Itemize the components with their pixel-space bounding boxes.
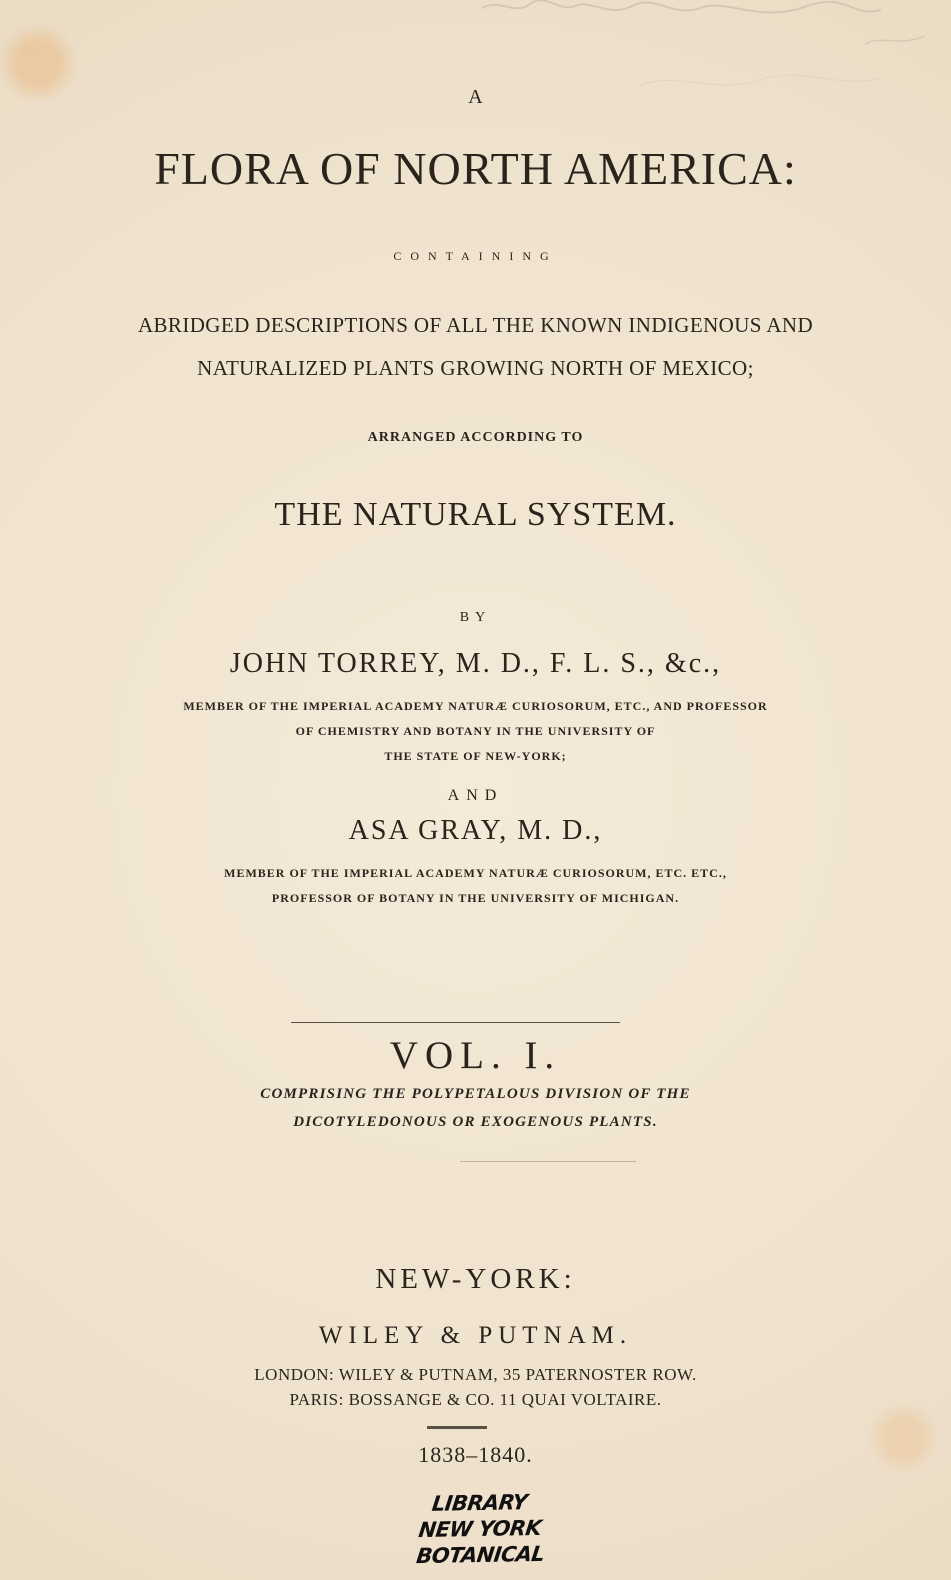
paris-address: PARIS: BOSSANGE & CO. 11 QUAI VOLTAIRE.: [289, 1390, 662, 1409]
london-address: LONDON: WILEY & PUTNAM, 35 PATERNOSTER ROW.: [254, 1365, 697, 1384]
stamp-line-botanical: BOTANICAL: [415, 1541, 546, 1569]
torrey-affiliation-line-2: OF CHEMISTRY AND BOTANY IN THE UNIVERSITY OF: [295, 724, 656, 738]
volume-top-divider: [291, 1022, 620, 1023]
natural-system-title: THE NATURAL SYSTEM.: [274, 496, 677, 533]
and-label: AND: [447, 787, 504, 804]
library-stamp-icon: [359, 1488, 600, 1576]
subtitle-line-1: ABRIDGED DESCRIPTIONS OF ALL THE KNOWN INDIGENOUS AND: [137, 313, 814, 337]
by-label: BY: [459, 610, 492, 625]
arranged-according-text: ARRANGED ACCORDING TO: [367, 430, 584, 445]
author-john-torrey: JOHN TORREY, M. D., F. L. S., &c.,: [229, 648, 722, 679]
book-title: FLORA OF NORTH AMERICA:: [154, 143, 797, 194]
torrey-affiliation-line-3: THE STATE OF NEW-YORK;: [384, 749, 567, 763]
torrey-affiliation-line-1: MEMBER OF THE IMPERIAL ACADEMY NATURÆ CURIOSORUM, ETC., AND PROFESSOR: [183, 699, 768, 713]
title-article: A: [468, 86, 483, 108]
publication-divider: [427, 1426, 487, 1429]
gray-affiliation-line-2: PROFESSOR OF BOTANY IN THE UNIVERSITY OF MICHIGAN.: [271, 891, 680, 905]
stamp-line-library: LIBRARY: [430, 1490, 529, 1516]
stamp-line-new-york: NEW YORK: [417, 1515, 543, 1543]
volume-description-line-1: COMPRISING THE POLYPETALOUS DIVISION OF THE: [260, 1086, 691, 1102]
gray-affiliation-line-1: MEMBER OF THE IMPERIAL ACADEMY NATURÆ CURIOSORUM, ETC. ETC.,: [224, 866, 727, 880]
publication-years: 1838–1840.: [418, 1442, 533, 1467]
subtitle-line-2: NATURALIZED PLANTS GROWING NORTH OF MEXICO;: [197, 356, 754, 380]
volume-description-line-2: DICOTYLEDONOUS OR EXOGENOUS PLANTS.: [293, 1114, 658, 1130]
volume-bottom-divider: [460, 1161, 636, 1162]
publication-place: NEW-YORK:: [375, 1263, 576, 1295]
author-asa-gray: ASA GRAY, M. D.,: [348, 815, 603, 846]
containing-text: CONTAINING: [393, 249, 558, 263]
publisher-name: WILEY & PUTNAM.: [318, 1322, 633, 1349]
volume-label: VOL. I.: [389, 1034, 562, 1077]
